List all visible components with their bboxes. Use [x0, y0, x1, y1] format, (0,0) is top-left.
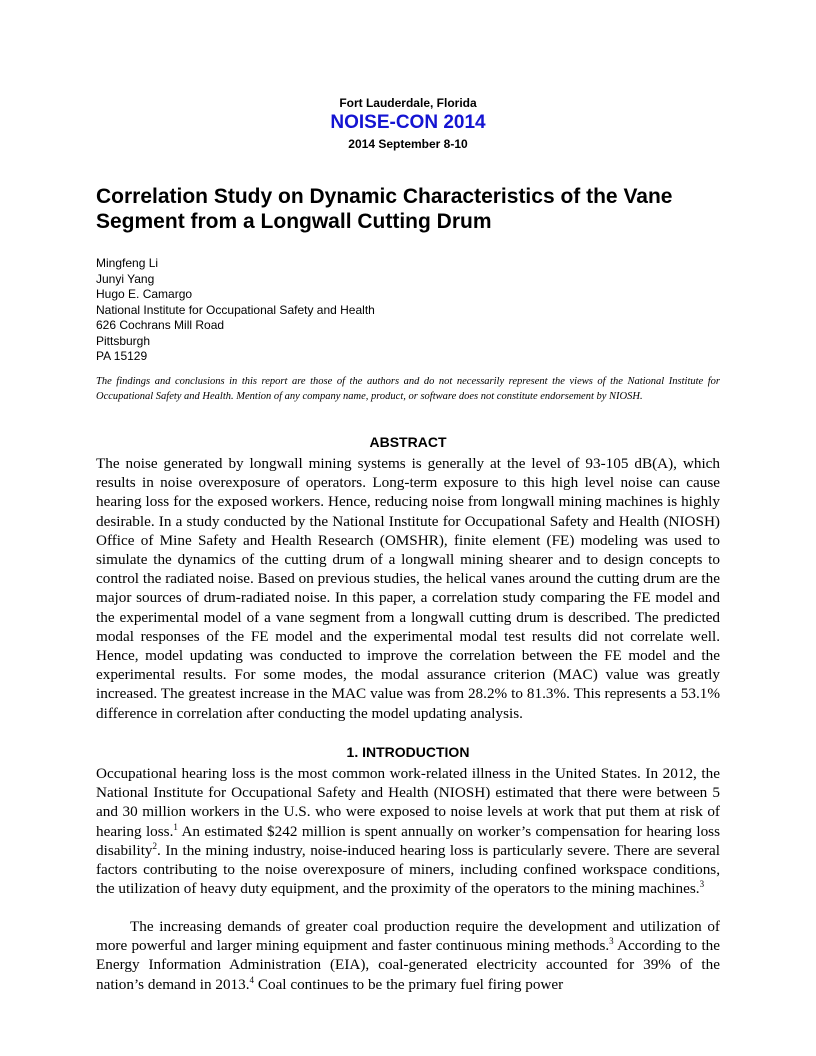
reference-marker: 2 [152, 840, 158, 851]
author-name: Hugo E. Camargo [96, 287, 193, 301]
intro-p1-text-c: . In the mining industry, noise-induced hearing loss is particularly severe. There are several factors contributing to the noise overexposure of miners, including confined workspace conditions, the utilization of heavy duty equipment, and the proximity of the operators to the mining machines. [96, 841, 720, 898]
conference-name: NOISE-CON 2014 [330, 112, 486, 133]
intro-p2-text-c: Coal continues to be the primary fuel firing power [254, 975, 564, 993]
introduction-heading: 1. INTRODUCTION [346, 744, 470, 760]
intro-paragraph-2 [96, 917, 720, 994]
author-block [96, 256, 720, 365]
reference-marker: 4 [249, 974, 255, 985]
conference-dates: 2014 September 8-10 [348, 137, 468, 151]
intro-p1-text-a: Occupational hearing loss is the most common work-related illness in the United States. In 2012, the National Institute for Occupational Safety and Health (NIOSH) estimated that there were between 5 and 30 million workers in the U.S. who were exposed to noise levels at work that put them at risk of hearing loss. [96, 765, 720, 840]
affiliation-line: PA 15129 [96, 349, 148, 363]
reference-marker: 3 [609, 936, 614, 947]
disclaimer: The findings and conclusions in this report are those of the authors and do not necessarily represent the views of the National Institute for Occupational Safety and Health. Mention of any company name, product, or software does not constitute endorsement by NIOSH. [96, 376, 720, 402]
intro-p2-text-a: The increasing demands of greater coal production require the development and utilization of more powerful and larger mining equipment and faster continuous mining methods. [96, 918, 720, 955]
affiliation-line: National Institute for Occupational Safety and Health [96, 302, 375, 317]
reference-marker: 1 [173, 821, 178, 832]
conference-location: Fort Lauderdale, Florida [339, 96, 477, 110]
reference-marker: 3 [699, 879, 705, 890]
abstract-heading: ABSTRACT [369, 434, 447, 450]
affiliation-line: Pittsburgh [96, 333, 151, 348]
abstract-text: The noise generated by longwall mining systems is generally at the level of 93-105 dB(A), which results in noise overexposure of operators. Long-term exposure to this high level noise can cause hearing loss for the exposed workers. Hence, reducing noise from longwall mining machines is highly desirable. In a study conducted by the National Institute for Occupational Safety and Health (NIOSH) Office of Mine Safety and Health Research (OMSHR), finite element (FE) modeling was used to simulate the dynamics of the cutting drum of a longwall mining shearer and to design concepts to control the radiated noise. Based on previous studies, the helical vanes around the cutting drum are the major sources of drum-radiated noise. In this paper, a correlation study comparing the FE model and the experimental model of a vane segment from a longwall cutting drum is described. The predicted modal responses of the FE model and the experimental modal test results did not correlate well. Hence, model updating was conducted to improve the correlation between the FE model and the experimental results. For some modes, the modal assurance criterion (MAC) value was greatly increased. The greatest increase in the MAC value was from 28.2% to 81.3%. This represents a 53.1% difference in correlation after conducting the model updating analysis. [96, 455, 720, 722]
author-name: Mingfeng Li [96, 256, 159, 270]
affiliation-line: 626 Cochrans Mill Road [96, 318, 225, 332]
intro-p2-text-b: According to the Energy Information Administration (EIA), coal-generated electricity accounted for 39% of the nation’s demand in 2013. [96, 937, 720, 993]
intro-paragraph-1 [96, 764, 720, 898]
intro-p1-text-b: An estimated $242 million is spent annually on worker’s compensation for hearing loss disability [96, 822, 720, 859]
author-name: Junyi Yang [96, 271, 155, 286]
paper-title: Correlation Study on Dynamic Characteristics of the Vane Segment from a Longwall Cutting Drum [96, 185, 673, 233]
